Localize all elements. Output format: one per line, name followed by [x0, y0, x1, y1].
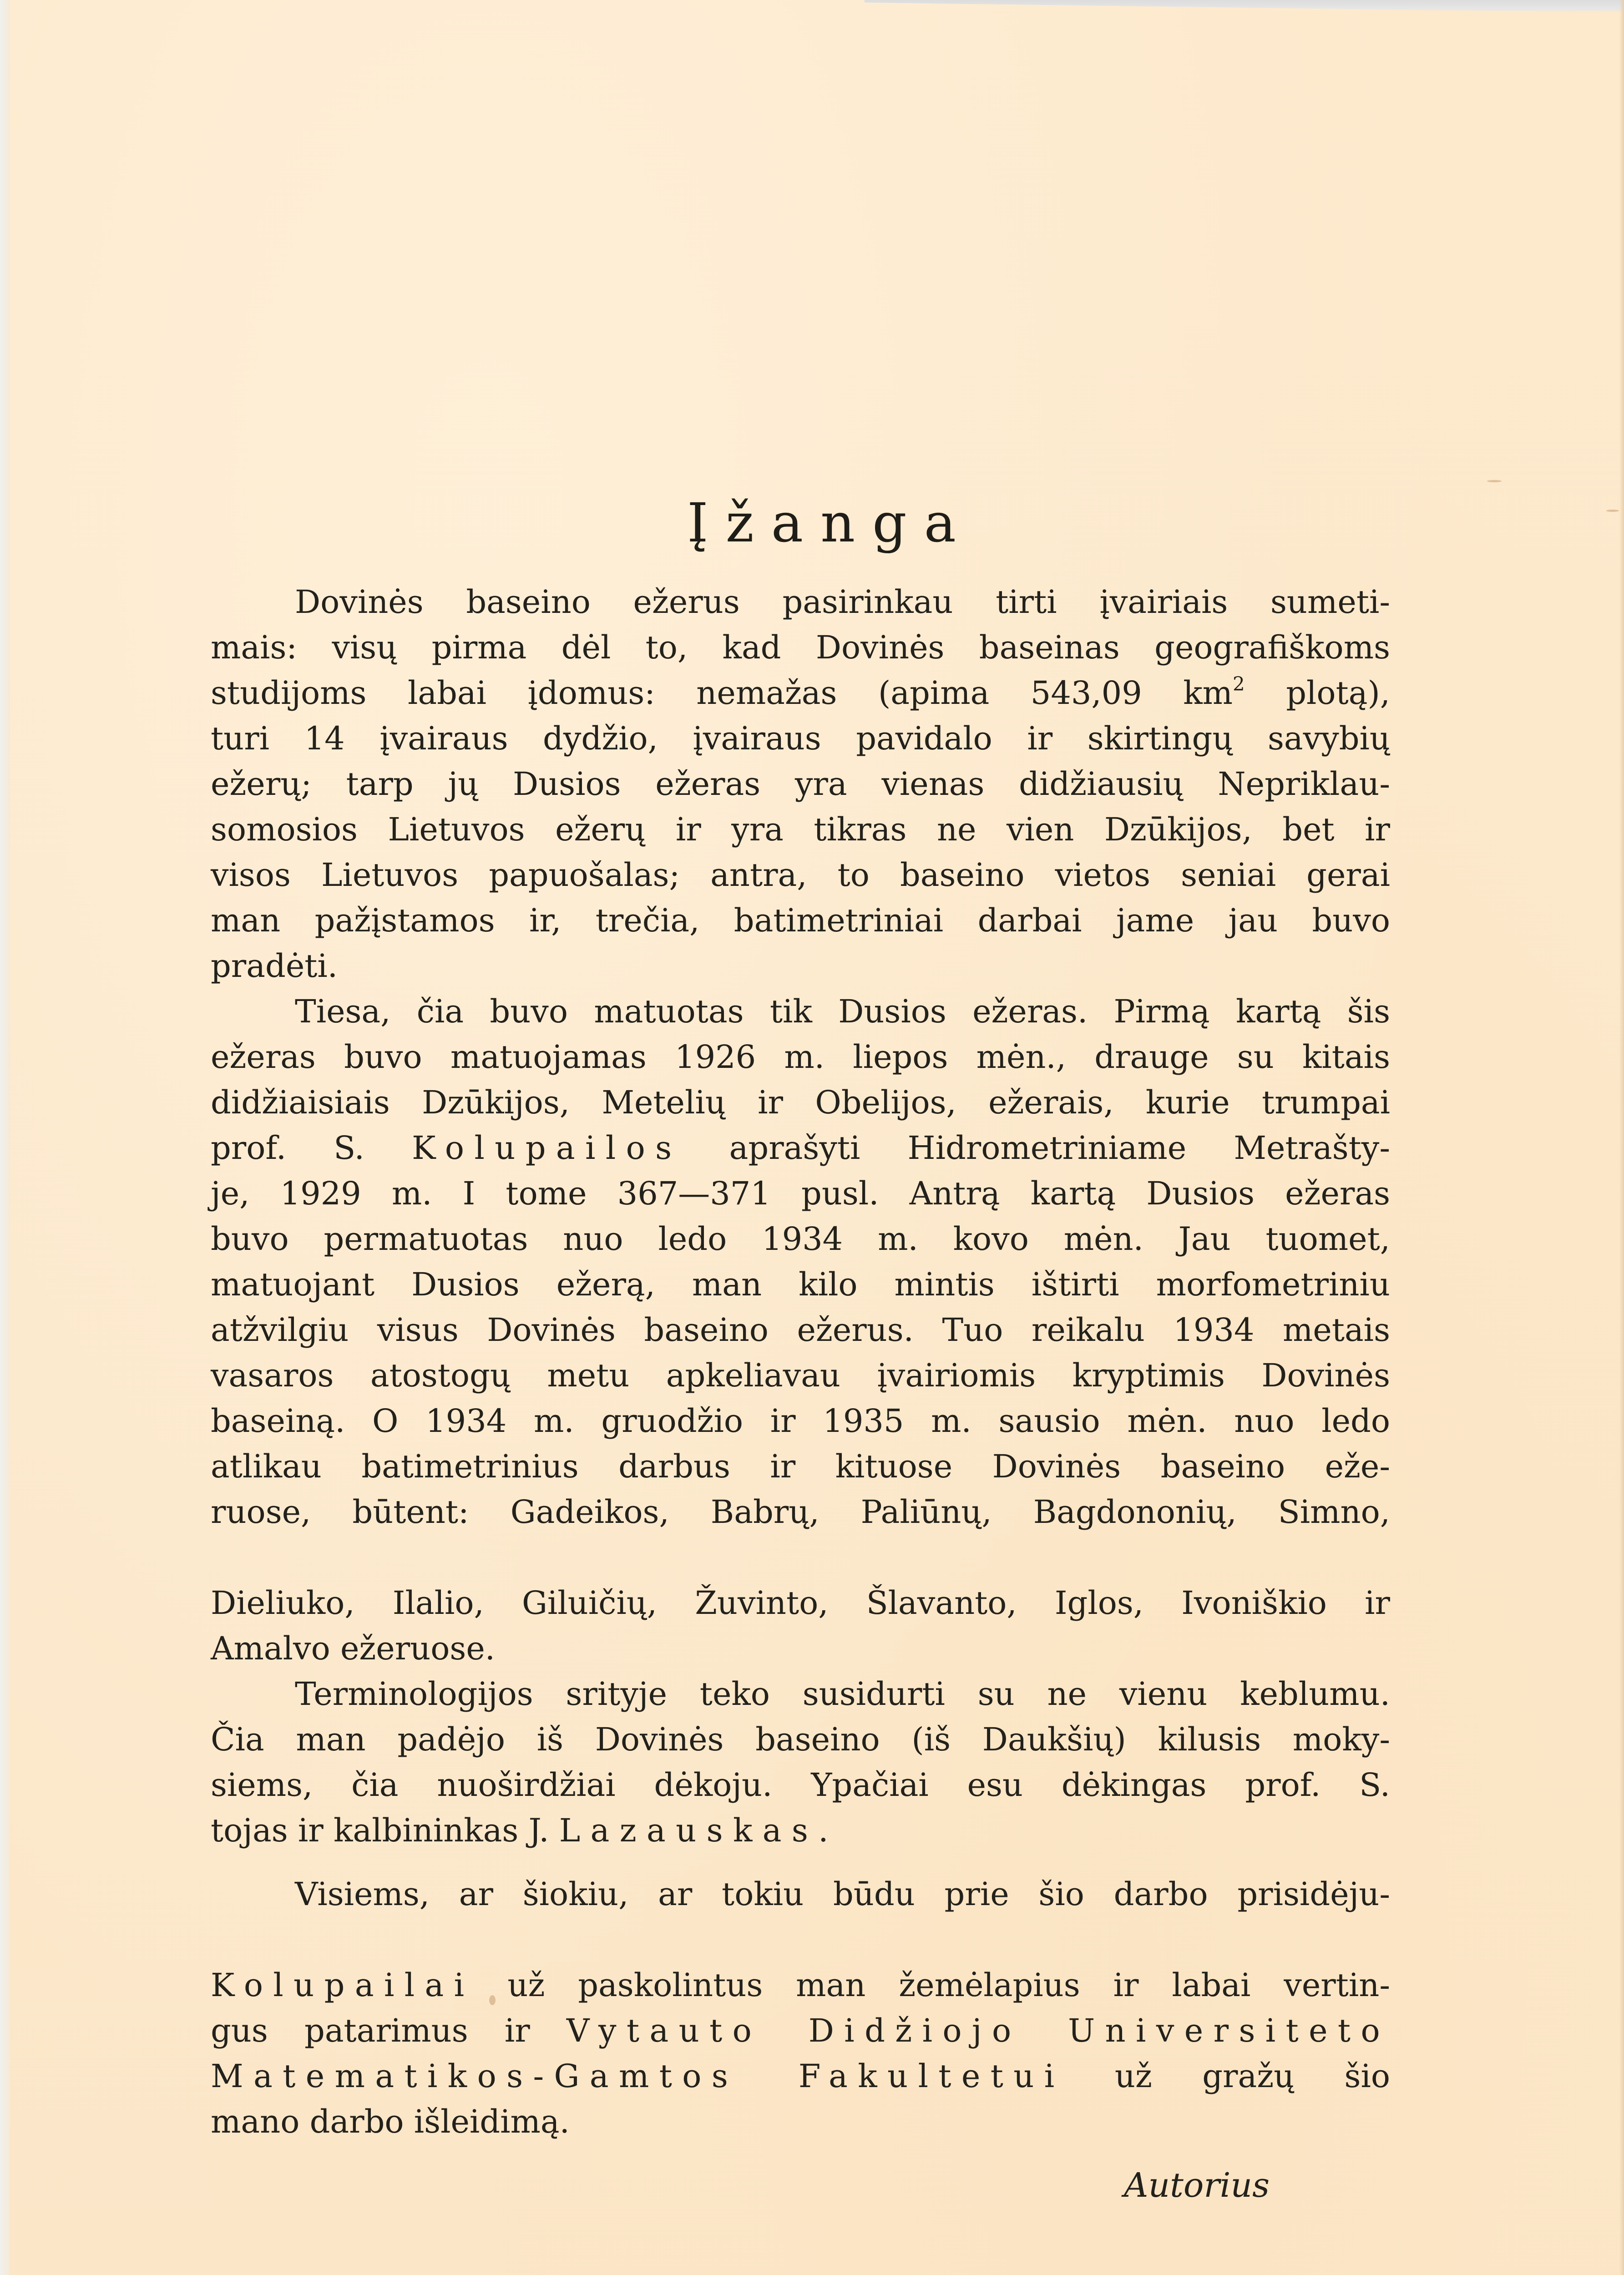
text-fragment: studijoms labai įdomus: nemažas (apima 543,09 km: [211, 674, 1233, 712]
text-line: atlikau batimetrinius darbus ir kituose Dovinės baseino eže-: [211, 1448, 1390, 1485]
text-line: [211, 1129, 1390, 1167]
page-title: Įžanga: [687, 491, 973, 554]
text-fragment: gus patarimus ir: [211, 2012, 530, 2049]
text-line: atžvilgiu visus Dovinės baseino ežerus. Tuo reikalu 1934 metais: [211, 1311, 1390, 1349]
text-line: siems, čia nuoširdžiai dėkoju. Ypačiai esu dėkingas prof. S.: [211, 1766, 1390, 1804]
text-line: man pažįstamos ir, trečia, batimetriniai darbai jame jau buvo: [211, 902, 1390, 939]
spaced-name: Kolupailai: [211, 1967, 475, 2004]
scan-right-edge: [1619, 0, 1624, 2275]
text-line: ežerų; tarp jų Dusios ežeras yra vienas didžiausių Nepriklau-: [211, 765, 1390, 803]
scan-top-edge-shadow: [865, 0, 1624, 13]
text-line: Tiesa, čia buvo matuotas tik Dusios ežeras. Pirmą kartą šis: [295, 993, 1390, 1030]
text-line: [211, 672, 1391, 712]
text-line: matuojant Dusios ežerą, man kilo mintis ištirti morfometriniu: [211, 1266, 1390, 1303]
text-line: [211, 2058, 1390, 2095]
text-fragment: plotą),: [1245, 674, 1391, 712]
text-line: buvo permatuotas nuo ledo 1934 m. kovo mėn. Jau tuomet,: [211, 1220, 1390, 1258]
text-line: visos Lietuvos papuošalas; antra, to baseino vietos seniai gerai: [211, 856, 1390, 894]
text-line: Čia man padėjo iš Dovinės baseino (iš Daukšių) kilusis moky-: [211, 1721, 1390, 1758]
text-line: mano darbo išleidimą.: [211, 2103, 570, 2140]
text-line: didžiaisiais Dzūkijos, Metelių ir Obelijos, ežerais, kurie trumpai: [211, 1084, 1390, 1121]
text-line: turi 14 įvairaus dydžio, įvairaus pavidalo ir skirtingų savybių: [211, 720, 1390, 757]
spaced-name: Matematikos-Gamtos Fakultetui: [211, 2058, 1065, 2095]
text-line: baseiną. O 1934 m. gruodžio ir 1935 m. sausio mėn. nuo ledo: [211, 1402, 1390, 1440]
spaced-name: Vytauto Didžiojo Universiteto: [566, 2012, 1390, 2049]
text-line: [211, 2012, 1390, 2049]
text-line: Amalvo ežeruose.: [211, 1630, 496, 1667]
text-line: ruose, būtent: Gadeikos, Babrų, Paliūnų, Bagdononių, Simno,: [211, 1493, 1390, 1531]
text-line: Visiems, ar šiokiu, ar tokiu būdu prie šio darbo prisidėju-: [295, 1876, 1390, 1913]
text-line: mais: visų pirma dėl to, kad Dovinės baseinas geografiškoms: [211, 629, 1390, 666]
spaced-name: Lazauskas.: [559, 1812, 839, 1849]
text-line: [211, 1812, 1390, 1849]
text-line: pradėti.: [211, 947, 338, 985]
text-line: somosios Lietuvos ežerų ir yra tikras ne vien Dzūkijos, bet ir: [211, 811, 1390, 848]
text-line: vasaros atostogų metu apkeliavau įvairiomis kryptimis Dovinės: [211, 1357, 1390, 1394]
text-line: [211, 1967, 1390, 2004]
text-fragment: prof. S.: [211, 1129, 364, 1167]
signature: Autorius: [1124, 2166, 1270, 2205]
scan-left-edge: [0, 0, 10, 2275]
text-line: Dieliuko, Ilalio, Giluičių, Žuvinto, Šlavanto, Iglos, Ivoniškio ir: [211, 1584, 1390, 1622]
text-line: Terminologijos srityje teko susidurti su ne vienu keblumu.: [295, 1675, 1390, 1713]
text-fragment: tojas ir kalbininkas J.: [211, 1812, 549, 1849]
text-line: ežeras buvo matuojamas 1926 m. liepos mėn., drauge su kitais: [211, 1038, 1390, 1076]
superscript: 2: [1233, 672, 1245, 695]
text-fragment: už gražų šio: [1114, 2058, 1390, 2095]
text-line: je, 1929 m. I tome 367—371 pusl. Antrą kartą Dusios ežeras: [211, 1175, 1390, 1212]
text-fragment: už paskolintus man žemėlapius ir labai vertin-: [507, 1967, 1390, 2004]
paper-speck: [1487, 480, 1502, 482]
text-fragment: aprašyti Hidrometriniame Metrašty-: [729, 1129, 1390, 1167]
text-line: Dovinės baseino ežerus pasirinkau tirti įvairiais sumeti-: [295, 583, 1390, 621]
spaced-name: Kolupailos: [412, 1129, 682, 1167]
